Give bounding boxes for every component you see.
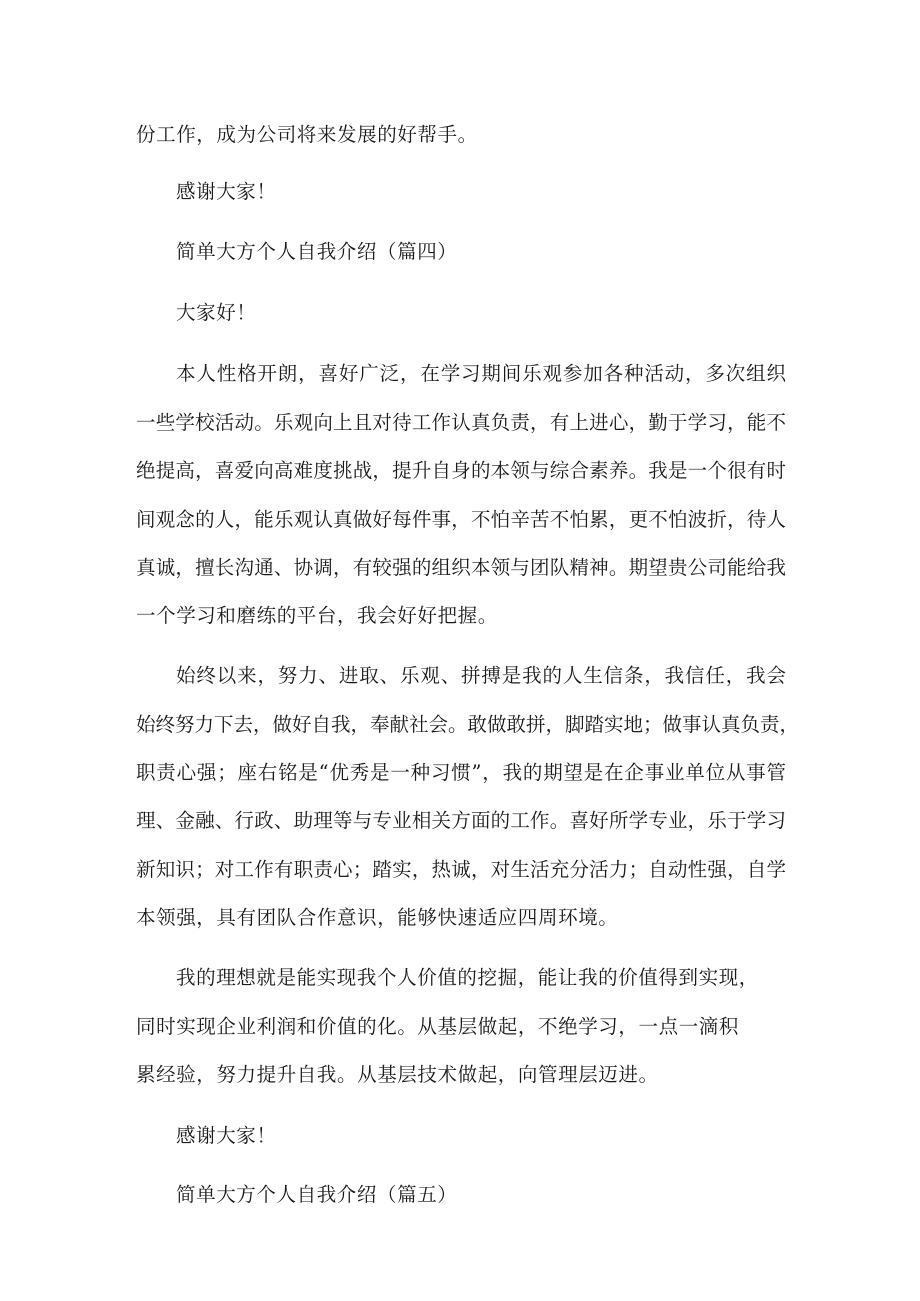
paragraph-2-line-2: 始终努力下去，做好自我，奉献社会。敢做敢拼，脚踏实地；做事认真负责， [136, 713, 800, 736]
paragraph-2-line-4: 理、金融、行政、助理等与专业相关方面的工作。喜好所学专业，乐于学习 [136, 809, 786, 832]
closing-thanks-2: 感谢大家！ [176, 1124, 277, 1147]
paragraph-1-line-3: 绝提高，喜爱向高难度挑战，提升自身的本领与综合素养。我是一个很有时 [136, 459, 786, 482]
paragraph-2-line-3: 职责心强；座右铭是“优秀是一种习惯”，我的期望是在企事业单位从事管 [136, 761, 786, 784]
paragraph-1-line-5: 真诚，擅长沟通、协调，有较强的组织本领与团队精神。期望贵公司能给我 [136, 556, 786, 579]
paragraph-2-line-6: 本领强，具有团队合作意识，能够快速适应四周环境。 [136, 906, 619, 929]
paragraph-3-line-1: 我的理想就是能实现我个人价值的挖掘，能让我的价值得到实现， [176, 966, 759, 989]
paragraph-1-line-1: 本人性格开朗，喜好广泛，在学习期间乐观参加各种活动，多次组织 [176, 362, 786, 385]
section-heading-part-5: 简单大方个人自我介绍（篇五） [176, 1183, 458, 1206]
paragraph-line-continuation: 份工作，成为公司将来发展的好帮手。 [136, 123, 478, 146]
paragraph-2-line-1: 始终以来，努力、进取、乐观、拼搏是我的人生信条，我信任，我会 [176, 664, 786, 687]
paragraph-3-line-2: 同时实现企业利润和价值的化。从基层做起，不绝学习，一点一滴积 [136, 1015, 740, 1038]
closing-thanks: 感谢大家！ [176, 180, 277, 203]
paragraph-2-line-5: 新知识；对工作有职责心；踏实，热诚，对生活充分活力；自动性强，自学 [136, 858, 786, 881]
paragraph-3-line-3: 累经验，努力提升自我。从基层技术做起，向管理层迈进。 [136, 1063, 659, 1086]
paragraph-1-line-2: 一些学校活动。乐观向上且对待工作认真负责，有上进心，勤于学习，能不 [136, 411, 786, 434]
paragraph-1-line-4: 间观念的人，能乐观认真做好每件事，不怕辛苦不怕累，更不怕波折，待人 [136, 508, 786, 531]
greeting: 大家好！ [176, 301, 257, 324]
paragraph-1-line-6: 一个学习和磨练的平台，我会好好把握。 [136, 604, 498, 627]
section-heading-part-4: 简单大方个人自我介绍（篇四） [176, 240, 458, 263]
